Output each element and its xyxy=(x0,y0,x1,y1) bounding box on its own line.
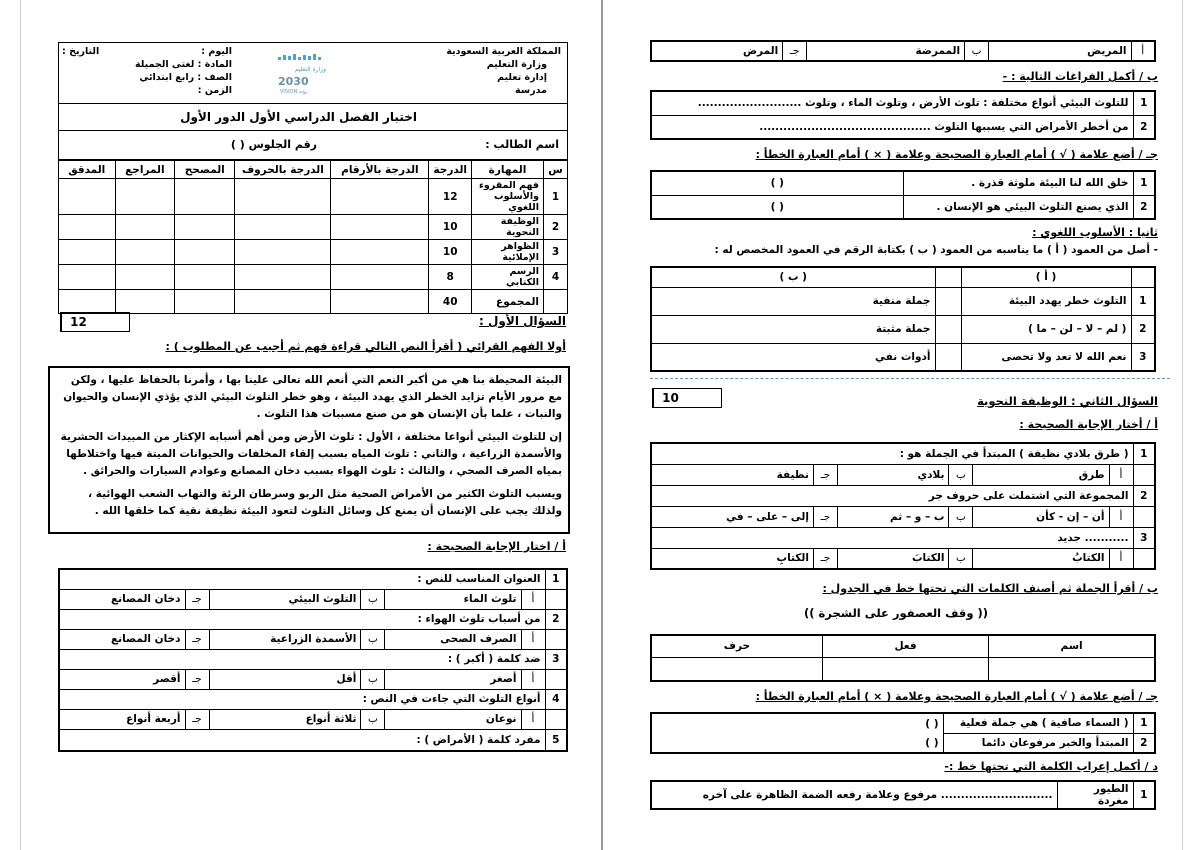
grade-th-digits: الدرجة بالأرقام xyxy=(331,161,429,179)
match-item-b: جملة منفية xyxy=(651,287,935,315)
school-text: مدرسة xyxy=(515,85,547,96)
option-letter: ب xyxy=(949,464,973,485)
tf-statement: الذي يصنع التلوث البيئي هو الإنسان . xyxy=(903,195,1133,219)
grade-row xyxy=(59,215,568,240)
grade-cell[interactable] xyxy=(59,290,116,314)
header-info-block xyxy=(62,45,232,97)
header-ministry-block xyxy=(441,45,561,97)
match-answer-cell[interactable] xyxy=(935,287,961,315)
grade-cell[interactable] xyxy=(175,290,235,314)
grade-cell[interactable] xyxy=(59,179,116,215)
tf-number: 2 xyxy=(1133,195,1155,219)
option-letter: جـ xyxy=(185,589,209,609)
mcq-option-c[interactable]: دخان المصانع xyxy=(59,589,185,609)
grade-cell[interactable] xyxy=(59,265,116,290)
classify-letter-answer[interactable] xyxy=(651,657,822,681)
seat-number-label: رقم الجلوس ( ) xyxy=(230,138,317,151)
option-letter: جـ xyxy=(813,548,837,569)
q1-score-blank[interactable] xyxy=(95,313,129,331)
tf-title: جـ / أضع علامة ( √ ) أمام العبارة الصحيحة وعلامة ( × ) أمام العبارة الخطأ : xyxy=(755,148,1158,161)
grade-row xyxy=(59,240,568,265)
match-number: 2 xyxy=(1131,315,1155,343)
mcq-question: ضد كلمة ( أكبر ) : xyxy=(59,649,545,669)
mcq-option-a[interactable]: طرق xyxy=(973,464,1109,485)
logo-vision-text: VISION رؤية xyxy=(280,89,308,95)
mcq-options-row xyxy=(651,548,1155,569)
parse-answer[interactable]: ............................ مرفوع وعلامة رفعه الضمة الظاهرة على آخره xyxy=(651,781,1057,809)
logo-year-text: 2030 xyxy=(278,75,309,88)
mcq-number: 1 xyxy=(1133,443,1155,464)
mcq-options-row xyxy=(59,589,567,609)
subject-label: المادة : لغتى الجميلة xyxy=(135,59,232,70)
grade-cell[interactable] xyxy=(59,240,116,265)
option-letter: جـ xyxy=(783,41,807,61)
grade-cell[interactable] xyxy=(115,179,175,215)
reading-passage xyxy=(48,366,570,534)
mcq-option-b[interactable]: أقل xyxy=(209,669,361,689)
tf2-table xyxy=(650,712,1156,754)
mcq-question: ( طرق بلادي نظيفة ) المبتدأ في الجملة هو : xyxy=(651,443,1133,464)
fill-sentence[interactable]: للتلوث البيئي أنواع مختلفة : تلوث الأرض ، وتلوث الماء ، وتلوث .......................... xyxy=(651,91,1133,115)
mcq-option-b[interactable]: بلادي xyxy=(837,464,948,485)
style-title: ثانيا : الأسلوب اللغوي : xyxy=(1032,226,1158,239)
option-letter: ب xyxy=(361,589,385,609)
tf-answer-box[interactable]: ( ) xyxy=(651,171,903,195)
option-letter: ب xyxy=(965,41,989,61)
mcq-option-a[interactable]: نوعان xyxy=(385,709,521,729)
grade-row-n: 1 xyxy=(544,179,568,215)
fill-sentence[interactable]: من أخطر الأمراض التي يسببها التلوث ........................................... xyxy=(651,115,1133,139)
grade-cell[interactable] xyxy=(115,265,175,290)
mcq-option-c[interactable]: إلى – على – في xyxy=(651,506,813,527)
tf-number: 1 xyxy=(1133,171,1155,195)
option-letter: جـ xyxy=(185,709,209,729)
tf2-title: جـ / أضع علامة ( √ ) أمام العبارة الصحيحة وعلامة ( × ) أمام العبارة الخطأ : xyxy=(755,690,1158,703)
option-letter: جـ xyxy=(185,669,209,689)
tf-statement: المبتدأ والخبر مرفوعان دائما xyxy=(943,733,1133,753)
grade-row-skill: الرسم الكتابي xyxy=(472,265,544,290)
top-option-c[interactable]: المرض xyxy=(651,41,783,61)
mcq-question: أنواع التلوث التي جاءت في النص : xyxy=(59,689,545,709)
mcq-options-row xyxy=(651,506,1155,527)
mcq-number: 3 xyxy=(545,649,567,669)
parse-table xyxy=(650,780,1156,810)
match-row xyxy=(651,287,1155,315)
top-option-b[interactable]: الممرضة xyxy=(807,41,965,61)
grade-cell[interactable] xyxy=(115,215,175,240)
passage-paragraph-3: ويسبب التلوث الكثير من الأمراض الصحية مثل الربو وسرطان الرئة والتهاب الشعب الهوائية ، ولذلك يجب على الإنسان أن يمنع كل وسائل التلوث لتعود البيئة نظيفة نقية كما خلقها الله . xyxy=(88,488,562,517)
grade-row-n: 4 xyxy=(544,265,568,290)
mcq-number: 2 xyxy=(545,609,567,629)
match-header-b: ( ب ) xyxy=(651,267,935,287)
grade-th-words: الدرجة بالحروف xyxy=(235,161,331,179)
option-letter: ب xyxy=(361,629,385,649)
option-letter: أ xyxy=(1131,41,1155,61)
grade-cell[interactable] xyxy=(331,179,429,215)
page-gutter-right xyxy=(1182,0,1183,850)
grade-cell[interactable] xyxy=(235,290,331,314)
option-letter: ب xyxy=(949,506,973,527)
parse-number: 1 xyxy=(1133,781,1155,809)
classify-verb-header: فعل xyxy=(822,635,988,657)
kingdom-text: المملكة العربية السعودية xyxy=(446,46,561,57)
mcq-table xyxy=(58,568,568,752)
grade-th-skill: المهارة xyxy=(472,161,544,179)
parse-table-wrap xyxy=(650,780,1156,810)
classify-noun-header: اسم xyxy=(989,635,1155,657)
mcq-options-row xyxy=(59,669,567,689)
option-letter: جـ xyxy=(813,464,837,485)
tf2-table-wrap xyxy=(650,712,1156,754)
option-letter: ب xyxy=(361,709,385,729)
match-number: 3 xyxy=(1131,343,1155,371)
grade-label: الصف : رابع ابتدائي xyxy=(139,72,232,83)
mcq-option-b[interactable]: الكتابَ xyxy=(837,548,948,569)
logo-top-text: وزارة التعليم xyxy=(294,66,326,73)
mcq-question: مفرد كلمة ( الأمراض ) : xyxy=(59,729,545,751)
fill-number: 2 xyxy=(1133,115,1155,139)
tf-answer-box[interactable]: ( ) xyxy=(925,717,939,730)
q2-score-blank[interactable] xyxy=(687,389,721,407)
option-letter: أ xyxy=(521,669,545,689)
exam-title: اختبار الفصل الدراسي الأول الدور الأول xyxy=(180,110,417,124)
top-options-wrap xyxy=(650,40,1156,62)
grade-table xyxy=(58,160,568,314)
grade-th-n: س xyxy=(544,161,568,179)
option-letter: أ xyxy=(1109,464,1133,485)
day-label: اليوم : xyxy=(201,46,232,57)
q1-score-value: 12 xyxy=(61,313,95,331)
mcq-option-a[interactable]: الكتابُ xyxy=(973,548,1109,569)
top-option-a[interactable]: المريض xyxy=(989,41,1131,61)
mcq-option-c[interactable]: أربعة أنواع xyxy=(59,709,185,729)
grade-total-label: المجموع xyxy=(472,290,544,314)
mcq-option-c[interactable]: دخان المصانع xyxy=(59,629,185,649)
option-letter: أ xyxy=(521,629,545,649)
match-item-a: نعم الله لا تعد ولا تحصى xyxy=(961,343,1131,371)
parse-title: د / أكمل إعراب الكلمة التي تحتها خط :- xyxy=(944,760,1158,773)
mcq-question: ........... جديد xyxy=(651,527,1133,548)
mcq-option-b[interactable]: الأسمدة الزراعية xyxy=(209,629,361,649)
right-page xyxy=(616,22,1176,842)
mcq-options-row xyxy=(59,629,567,649)
q1-title: السؤال الأول : xyxy=(479,314,566,328)
tf-answer-box[interactable]: ( ) xyxy=(651,195,903,219)
grade-row xyxy=(59,265,568,290)
top-options-table xyxy=(650,40,1156,62)
grade-th-score: الدرجة xyxy=(429,161,472,179)
tf-statement: ( السماء صافية ) هي جملة فعلية xyxy=(943,713,1133,733)
q2-choose-title: أ / أختار الإجابة الصحيحة : xyxy=(1019,418,1158,431)
tf-number: 2 xyxy=(1133,733,1155,753)
option-letter: جـ xyxy=(185,629,209,649)
mcq-option-b[interactable]: التلوث البيئي xyxy=(209,589,361,609)
tf-answer-box[interactable]: ( ) xyxy=(925,736,939,749)
grade-th-corrector: المصحح xyxy=(175,161,235,179)
match-answer-cell[interactable] xyxy=(935,315,961,343)
grade-cell[interactable] xyxy=(235,179,331,215)
tf-table-wrap xyxy=(650,170,1156,220)
admin-text: إدارة تعليم xyxy=(497,72,547,83)
classify-table xyxy=(650,634,1156,682)
grade-row-skill: فهم المقروء والأسلوب اللغوي xyxy=(472,179,544,215)
q1-score-box xyxy=(60,312,130,332)
classify-noun-answer[interactable] xyxy=(989,657,1155,681)
classify-sentence: (( وقف العصفور على الشجرة )) xyxy=(804,606,988,620)
mcq-option-a[interactable]: تلوث الماء xyxy=(385,589,521,609)
grade-cell[interactable] xyxy=(331,290,429,314)
grade-cell[interactable] xyxy=(175,215,235,240)
grade-cell[interactable] xyxy=(331,240,429,265)
grade-th-auditor: المدقق xyxy=(59,161,116,179)
grade-cell[interactable] xyxy=(235,240,331,265)
grade-row-score: 8 xyxy=(429,265,472,290)
mcq-option-a[interactable]: الصرف الصحى xyxy=(385,629,521,649)
match-number: 1 xyxy=(1131,287,1155,315)
option-letter: جـ xyxy=(813,506,837,527)
q2-title: السؤال الثاني : الوظيفة النحوية xyxy=(977,394,1158,408)
passage-paragraph-1: البيئة المحيطة بنا هي من أكبر النعم التي أنعم الله تعالى علينا بها ، وأمرنا بالحفاظ عليها ، ولكن مع مرور الأيام تزايد الخطر الذي يهدد البيئة ، وهو خطر التلوث البيئي الذي يؤذي الإنسان والحيوان والنبات ، علما بأن الإنسان هو من صنع مسببات هذا التلوث . xyxy=(63,374,562,420)
exam-header xyxy=(58,42,568,104)
mcq-option-a[interactable]: أن – إن - كأن xyxy=(973,506,1109,527)
left-page xyxy=(38,22,598,842)
grade-cell[interactable] xyxy=(331,265,429,290)
mcq-option-c[interactable]: أقصر xyxy=(59,669,185,689)
match-item-a: التلوث خطر يهدد البيئة xyxy=(961,287,1131,315)
mcq-number: 2 xyxy=(1133,485,1155,506)
section-divider xyxy=(650,378,1170,379)
grade-cell[interactable] xyxy=(235,265,331,290)
grade-row-n: 2 xyxy=(544,215,568,240)
mcq-question: المجموعة التي اشتملت على حروف جر xyxy=(651,485,1133,506)
option-letter: أ xyxy=(521,709,545,729)
grade-row-score: 10 xyxy=(429,240,472,265)
student-bar xyxy=(58,130,568,160)
page-gutter-left xyxy=(20,0,21,850)
match-row xyxy=(651,343,1155,371)
choose-title: أ / اختار الإجابة الصحيحة : xyxy=(427,540,566,553)
match-answer-cell[interactable] xyxy=(935,343,961,371)
grade-cell[interactable] xyxy=(235,215,331,240)
mcq-options-row xyxy=(651,464,1155,485)
match-item-a: ( لم – لا – لن – ما ) xyxy=(961,315,1131,343)
match-table-wrap xyxy=(650,266,1156,372)
option-letter: ب xyxy=(949,548,973,569)
vision-2030-logo xyxy=(274,53,332,97)
grade-total-value: 40 xyxy=(429,290,472,314)
student-name-label: اسم الطالب : xyxy=(485,138,559,151)
mcq-number: 5 xyxy=(545,729,567,751)
fill-number: 1 xyxy=(1133,91,1155,115)
classify-table-wrap xyxy=(650,634,1156,682)
grade-total-row xyxy=(59,290,568,314)
time-label: الزمن : xyxy=(197,85,232,96)
parse-word: الطيور مغردة xyxy=(1057,781,1133,809)
tf-number: 1 xyxy=(1133,713,1155,733)
option-letter: أ xyxy=(1109,548,1133,569)
mcq-option-a[interactable]: أصغر xyxy=(385,669,521,689)
fill-table-wrap xyxy=(650,90,1156,140)
mcq-number: 4 xyxy=(545,689,567,709)
grade-cell[interactable] xyxy=(175,179,235,215)
match-header-a: ( أ ) xyxy=(961,267,1131,287)
grade-th-reviewer: المراجع xyxy=(115,161,175,179)
option-letter: أ xyxy=(1109,506,1133,527)
grade-cell[interactable] xyxy=(175,240,235,265)
grade-cell[interactable] xyxy=(59,215,116,240)
grade-cell[interactable] xyxy=(115,290,175,314)
match-row xyxy=(651,315,1155,343)
match-table xyxy=(650,266,1156,372)
q2-mcq-table xyxy=(650,442,1156,570)
mcq-number: 3 xyxy=(1133,527,1155,548)
date-label: التاريخ : xyxy=(62,46,100,57)
grade-table-wrap xyxy=(58,160,568,314)
grade-row xyxy=(59,179,568,215)
passage-paragraph-2: إن للتلوث البيئي أنواعا مختلفة ، الأول : تلوث الأرض ومن أهم أسبابه الإكثار من المبيدات الحشرية والأسمدة الزراعية ، والثاني : تلوث المياه بسبب إلقاء المخلفات والحيوانات الميتة فيها واختلاطها بمياه الصرف الصحي ، والثالث : تلوث الهواء بسبب دخان المصانع وعوادم السيارات والحرائق . xyxy=(60,431,562,477)
mcq-table-wrap xyxy=(58,568,568,752)
mcq-options-row xyxy=(59,709,567,729)
fill-table xyxy=(650,90,1156,140)
mcq-number: 1 xyxy=(545,569,567,589)
match-title: - أصل من العمود ( أ ) ما يناسبه من العمود ( ب ) بكتابة الرقم في العمود المخصص له : xyxy=(714,244,1158,256)
mcq-option-b[interactable]: ب – و – ثم xyxy=(837,506,948,527)
classify-verb-answer[interactable] xyxy=(822,657,988,681)
mcq-option-c[interactable]: الكتابِ xyxy=(651,548,813,569)
fill-title: ب / أكمل الفراغات التالية : - xyxy=(1002,70,1158,83)
match-item-b: أدوات نفي xyxy=(651,343,935,371)
grade-cell[interactable] xyxy=(175,265,235,290)
grade-row-n: 3 xyxy=(544,240,568,265)
reading-title: أولا الفهم القرائي ( أقرأ النص التالي قراءة فهم ثم أجيب عن المطلوب ) : xyxy=(165,340,566,353)
option-letter: أ xyxy=(521,589,545,609)
q2-score-value: 10 xyxy=(653,389,687,407)
grade-row-score: 10 xyxy=(429,215,472,240)
q2-mcq-wrap xyxy=(650,442,1156,570)
q2-score-box xyxy=(652,388,722,408)
option-letter: ب xyxy=(361,669,385,689)
classify-title: ب / أقرأ الجملة ثم أصنف الكلمات التي تحتها خط في الجدول : xyxy=(822,582,1158,595)
page-divider xyxy=(601,0,603,850)
mcq-option-c[interactable]: نظيفة xyxy=(651,464,813,485)
classify-letter-header: حرف xyxy=(651,635,822,657)
grade-row-score: 12 xyxy=(429,179,472,215)
mcq-question: من أسباب تلوث الهواء : xyxy=(59,609,545,629)
exam-title-bar xyxy=(58,103,568,131)
grade-cell[interactable] xyxy=(331,215,429,240)
grade-cell[interactable] xyxy=(115,240,175,265)
match-item-b: جملة مثبتة xyxy=(651,315,935,343)
ministry-text: وزارة التعليم xyxy=(486,59,547,70)
grade-row-skill: الظواهر الإملائية xyxy=(472,240,544,265)
mcq-question: العنوان المناسب للنص : xyxy=(59,569,545,589)
tf-table xyxy=(650,170,1156,220)
tf-statement: خلق الله لنا البيئة ملوثة قذرة . xyxy=(903,171,1133,195)
mcq-option-b[interactable]: ثلاثة أنواع xyxy=(209,709,361,729)
grade-row-skill: الوظيفة النحوية xyxy=(472,215,544,240)
